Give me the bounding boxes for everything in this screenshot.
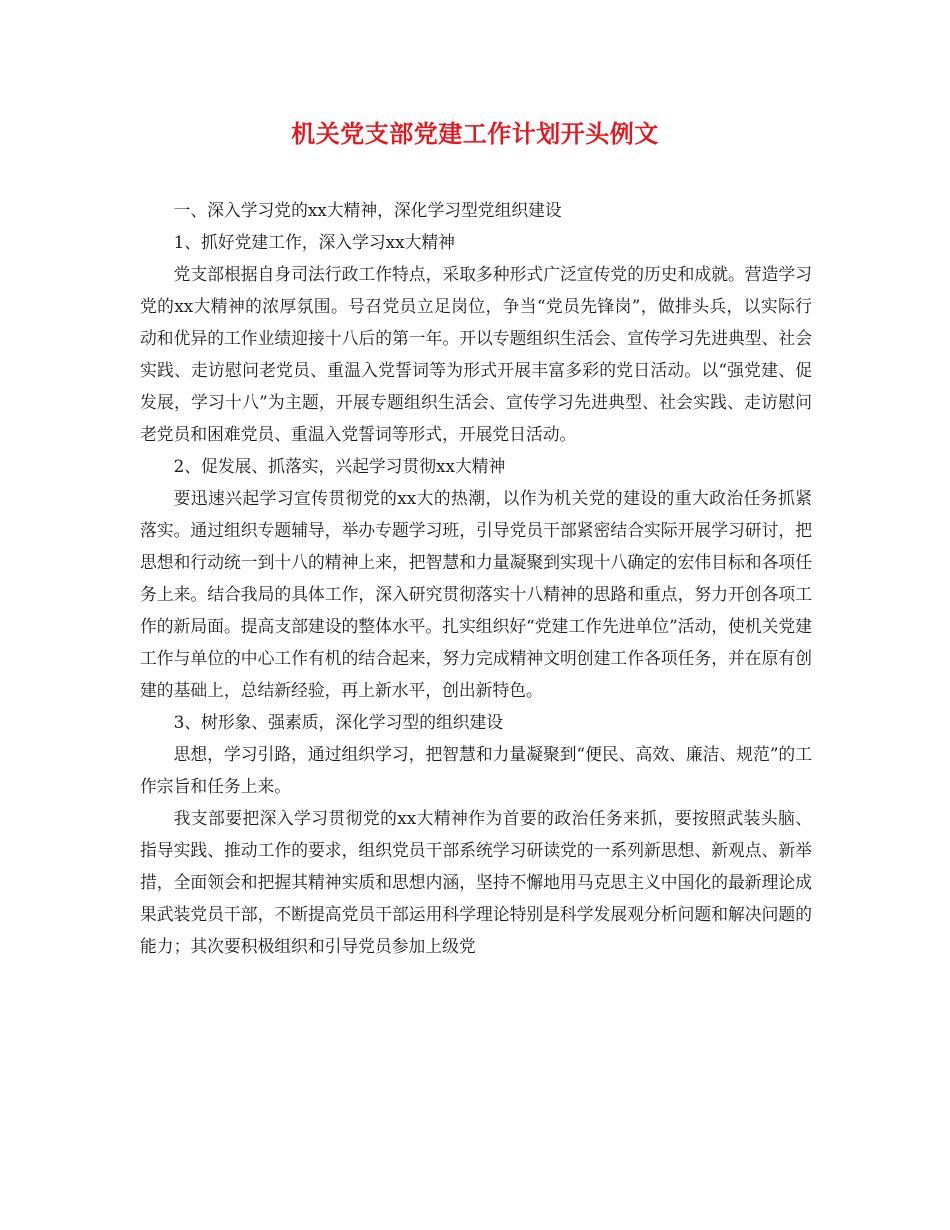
body-paragraph: 思想，学习引路，通过组织学习，把智慧和力量凝聚到“便民、高效、廉洁、规范”的工作宗旨和任务上来。 [140,744,812,796]
document-body [140,194,812,962]
body-paragraph: 要迅速兴起学习宣传贯彻党的xx大的热潮，以作为机关党的建设的重大政治任务抓紧落实。通过组织专题辅导，举办专题学习班，引导党员干部紧密结合实际开展学习研讨，把思想和行动统一到十八的精神上来，把智慧和力量凝聚到实现十八确定的宏伟目标和各项任务上来。结合我局的具体工作，深入研究贯彻落实十八精神的思路和重点，努力开创各项工作的新局面。提高支部建设的整体水平。扎实组织好“党建工作先进单位”活动，使机关党建工作与单位的中心工作有机的结合起来，努力完成精神文明创建工作各项任务，并在原有创建的基础上，总结新经验，再上新水平，创出新特色。 [140,488,812,700]
subsection-heading-2: 2、促发展、抓落实，兴起学习贯彻xx大精神 [173,456,506,476]
subsection-heading-3: 3、树形象、强素质，深化学习型的组织建设 [173,712,504,732]
subsection-heading-1: 1、抓好党建工作，深入学习xx大精神 [173,232,455,252]
document-title: 机关党支部党建工作计划开头例文 [291,119,659,148]
section-heading-1: 一、深入学习党的xx大精神，深化学习型党组织建设 [173,200,562,220]
body-paragraph: 党支部根据自身司法行政工作特点，采取多种形式广泛宣传党的历史和成就。营造学习党的xx大精神的浓厚氛围。号召党员立足岗位，争当“党员先锋岗”，做排头兵，以实际行动和优异的工作业绩迎接十八后的第一年。开以专题组织生活会、宣传学习先进典型、社会实践、走访慰问老党员、重温入党誓词等为形式开展丰富多彩的党日活动。以“强党建、促发展，学习十八”为主题，开展专题组织生活会、宣传学习先进典型、社会实践、走访慰问老党员和困难党员、重温入党誓词等形式，开展党日活动。 [140,264,812,444]
body-paragraph: 我支部要把深入学习贯彻党的xx大精神作为首要的政治任务来抓，要按照武装头脑、指导实践、推动工作的要求，组织党员干部系统学习研读党的一系列新思想、新观点、新举措，全面领会和把握其精神实质和思想内涵，坚持不懈地用马克思主义中国化的最新理论成果武装党员干部，不断提高党员干部运用科学理论特别是科学发展观分析问题和解决问题的能力；其次要积极组织和引导党员参加上级党 [140,808,812,956]
